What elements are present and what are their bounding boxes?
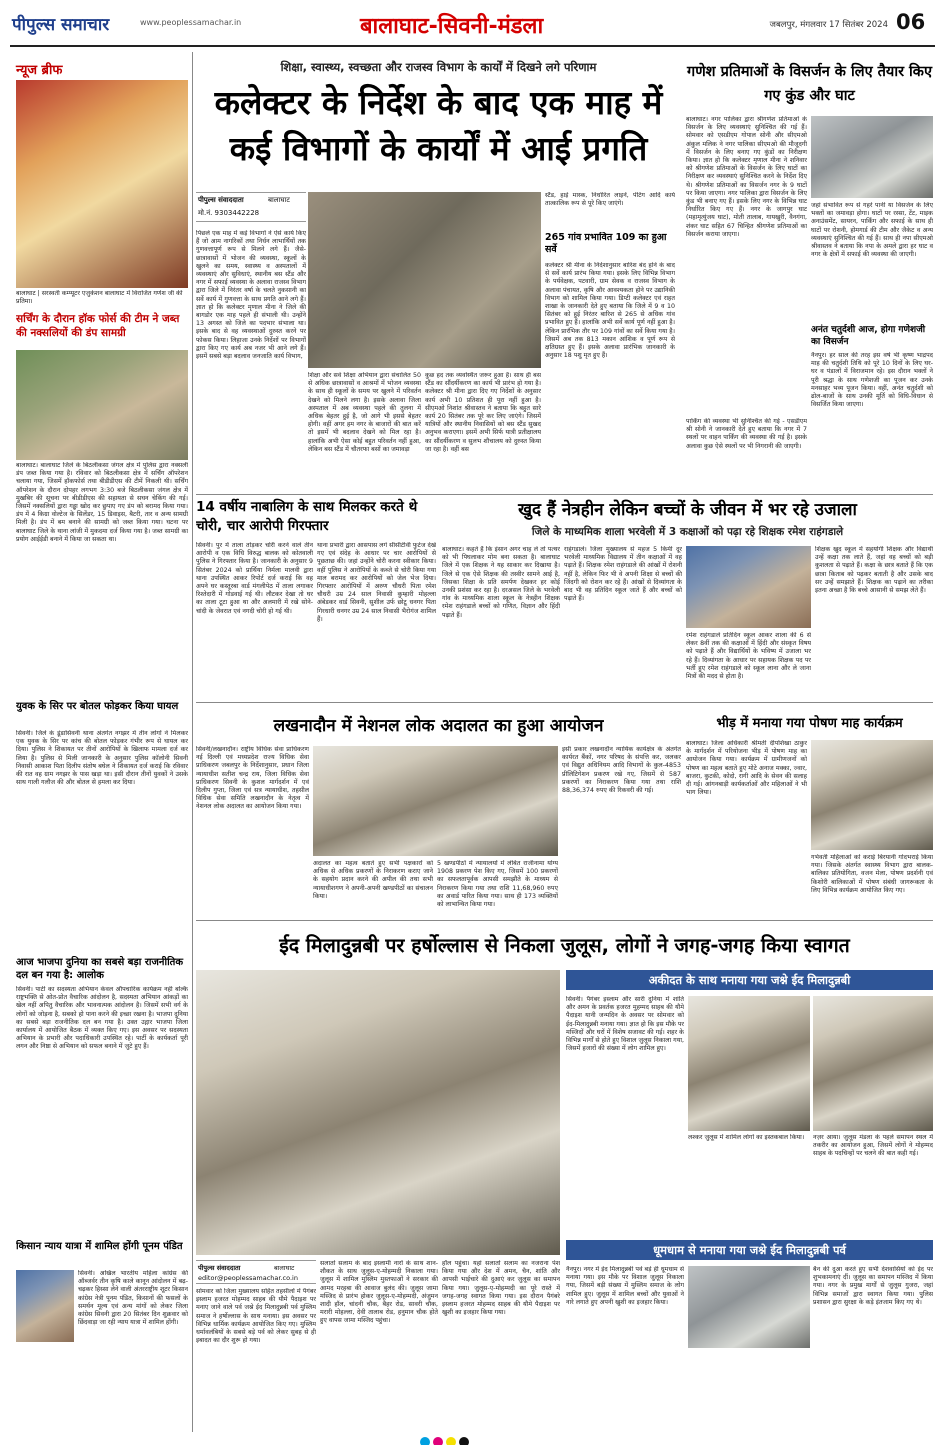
lok-adalat-col-2: अदालत का महत्व बताते हुए सभी पक्षकारों को अधिक से अधिक प्रकरणों के निराकरण कराए जाने के सहयोग प्रदान करने की अपील की तथा सभी न्यायाधीशगण ने अपनी-अपनी खण्डपीठों का संचालन किया। [313,860,433,900]
brief-3-headline: आज भाजपा दुनिया का सबसे बड़ा राजनीतिक दल बन गया है: आलोक [16,957,184,981]
teacher-col-4: शिक्षक खुद स्कूल में सहयोगी शिक्षक और विद्यार्थी उन्हें कक्षा तक लाते हैं, जहां वह बच्चों को बड़ी कुशलता से पढ़ाते हैं। कक्षा के छात्र बताते हैं कि एक छात्रा किताब को पढ़कर बताती है और उसके बाद सर उन्हें समझाते हैं। शिक्षक का पढ़ाने का तरीका इतना अच्छा है कि बच्चे आसानी से समझ लेते हैं। [815,546,933,595]
ganesh-immersion-story [686,52,933,492]
eid-col-5: नैनपुर। नगर में ईद मिलादुन्नबी पर्व बड़े ही धूमधाम से मनाया गया। इस मौके पर विशाल जुलूस निकाला गया, जिसमें बड़ी संख्या में मुस्लिम समाज के लोग शामिल हुए। जुलूस में शामिल बच्चों और युवाओं ने नारे लगाते हुए अपनी खुशी का इजहार किया। [566,1266,684,1306]
eid-col-4: सिवनी। पैगंबर इस्लाम और सारी दुनिया में शांति और अमन के प्रवर्तक हजरत मुहम्मद साहब की यौमे पैदाइश यानी जन्मदिन के अवसर पर सोमवार को ईद-मिलादुन्नबी मनाया गया। ज्ञात हो कि इस मौके पर मस्जिदों और घरों में विशेष सजावट की गई। शहर के विभिन्न मार्गों से होते हुए विशाल जुलूस निकाला गया, जिसमें हजारों की संख्या में लोग शामिल हुए। [566,996,684,1053]
lok-adalat-headline: लखनादौन में नेशनल लोक अदालत का हुआ आयोजन [273,716,604,736]
lok-adalat-col-3: 5 खण्डपीठों में न्यायालयों में लंबित राजीनामा योग्य 1908 प्रकरण पेश किए गए, जिसमें 100 प्रकरणों का सफलतापूर्वक आपसी समझौते के माध्यम से निराकरण किया गया तथा राशि 11,68,960 रुपए का अवार्ड पारित किया गया। साथ ही 173 व्यक्तियों को लाभान्वित किया गया। [437,860,558,909]
eid-byline-email: editor@peoplessamachar.co.in [198,1274,298,1282]
teacher-headline: खुद हैं नेत्रहीन लेकिन बच्चों के जीवन में भर रहे उजाला [518,500,857,520]
masthead-divider [10,45,935,47]
brief-2-body: सिवनी। जिले के डूंडासिवनी थाना अंतर्गत नगझर में तीन लोगों ने मिलकर एक युवक के सिर पर कांच की बोतल फोड़कर गंभीर रूप से घायल कर दिया। पुलिस ने शिकायत पर तीनों आरोपियों के खिलाफ मामला दर्ज कर लिया है। पुलिस से मिली जानकारी के अनुसार पुलिस कॉलोनी सिवनी निवासी आकाश पिता दिलीप संतोष बघेल ने शिकायत दर्ज कराई कि रविवार की रात वह ग्राम नगझर के पास खड़ा था। इसी दौरान तीनों युवकों ने उसके साथ गाली गलौज की और बोतल से हमला कर दिया। [16,730,188,787]
poshan-body-2: गर्भवती महिलाओं को कराई बिरयानी गोदभराई किया गया। जिसके अंतर्गत स्वास्थ्य विभाग द्वारा बालक-बालिका प्रतियोगिता, वजन मेला, पोषण प्रदर्शनी एवं किशोरी बालिकाओं में पोषण संबंधी जागरूकता के लिए विभिन्न कार्यक्रम आयोजित किए गए। [811,854,933,894]
brand-logo: पीपुल्स समाचार [12,15,110,35]
poshan-story [686,706,933,916]
lead-col-4-body: कलेक्टर श्री मीना के निर्देशानुसार बारिश बंद होने के बाद से सर्वे कार्य प्रारंभ किया गया। इसके लिए विभिन्न विभाग के पर्यवेक्षक, पटवारी, ग्राम सेवक व राजस्व विभाग के अलावा पंचायत, कृषि और आवश्यकता होने पर उद्यानिकी विभाग को शामिल किया गया। डिप्टी कलेक्टर एवं राहत शाखा के जानकारी देते हुए बताया कि जिले में 9 व 10 सितंबर को हुई निरंतर बारिश से 265 से अधिक गांव प्रभावित हुए हैं। हालांकि अभी सर्वे कार्य पूर्ण नहीं हुआ है। लेकिन प्रारंभिक तौर पर 109 गांवों का सर्वे किया गया है। जिसमें अब तक 813 मकान आंशिक व पूर्ण रूप से क्षतिग्रस्त हुए हैं। इसके अलावा प्रारंभिक जानकारी के अनुसार 18 पशु मृत हुए हैं। [545,262,675,360]
brief-4-body: सिवनी। अखिल भारतीय महिला कांग्रेस की ऑब्जर्वर तीन कृषि काले कानून आंदोलन में बढ़-चढ़कर हिस्सा लेने वाली अंतरराष्ट्रीय शूटर किसान कांग्रेस नेत्री पूनम पंडित, किसानों की फसलों के समर्थन मूल्य एवं अन्य मांगों को लेकर जिला कांग्रेस सिवनी द्वारा 20 सितंबर दिन शुक्रवार को छिंदवाड़ा जा रही न्याय यात्रा में शामिल होंगी। [78,1270,188,1327]
byline-reporter: पीपुल्स संवाददाता [198,196,244,204]
ganesh-idol-photo [16,80,188,288]
masthead [0,0,945,46]
eid-story [196,924,933,1429]
eid-byline-place: बालाघाट [274,1264,295,1272]
divider-1 [196,494,933,495]
eid-nainpur-photo [688,1266,810,1348]
naxal-dump-photo [16,350,188,460]
dateline: जबलपुर, मंगलवार 17 सितंबर 2024 [769,20,888,30]
lead-headline-line1: कलेक्टर के निर्देश के बाद एक माह में [214,83,663,122]
anant-chaturdashi-headline: अनंत चतुर्दशी आज, होगा गणेशजी का विसर्जन [811,325,926,347]
reg-dot-magenta [433,1437,443,1445]
ganesh-headline: गणेश प्रतिमाओं के विसर्जन के लिए तैयार किए गए कुंड और घाट [687,64,932,104]
eid-seoni-photo-1 [688,996,810,1131]
anant-chaturdashi-body: नैनपुर। हर साल की तरह इस वर्ष भी कृष्ण भाद्रपद माह की चतुर्दशी तिथि को पूरे 10 दिनों के लिए घर-घर व पंडालों में विराजमान रहे। इस दौरान भक्तों ने पूरी श्रद्धा के साथ गणेशजी का पूजन कर उनके मनसाहर भव्य पूजन किया। वहीं, अनंत चतुर्दशी को ढोल-बाजों के साथ उनकी मूर्ति को विधि-विधान से विसर्जित किया जाएगा। [811,352,933,409]
theft-col-1: सिवनी। पुर में ताला तोड़कर चोरी करने वाले तीन आरोपी व एक विधि विरुद्ध बालक को कोतवाली पुलिस ने गिरफ्तार किया है। जानकारी के अनुसार 9 सितंबर 2024 को प्रार्थिया निर्मला मालवी द्वारा थाना उपस्थित आकर रिपोर्ट दर्ज कराई कि वह अपने घर कस्तूरबा वार्ड मंगलीपेठ में ताला लगाकर रिश्तेदारी में गोडवाई गई थी। लौटकर देखा तो घर का ताला टूटा हुआ था और अलमारी में रखे सोने-चांदी के जेवरात एवं नगदी चोरी हो गई थी। [196,542,313,615]
lead-subhead: 265 गांव प्रभावित 109 का हुआ सर्वे [545,232,667,255]
collapsed-house-photo [308,192,541,368]
brief-2-headline: युवक के सिर पर बोतल फोड़कर किया घायल [16,701,179,712]
lok-adalat-story [196,706,681,916]
brief-1-body: बालाघाट। बालाघाट जिले के बिठलीकसा जंगल क्षेत्र में पुलिस द्वारा नक्सली डंप जब्त किया गया है। रविवार को बिठलीकसा क्षेत्र में सर्चिंग ऑपरेशन चलाया गया, जिसमें हॉकफोर्स तथा बीडीडीएस की टीमें निकली थी। सर्चिंग ऑपरेशन के दौरान दोपहर लगभग 3:30 बजे बिठलीकसा जंगल क्षेत्र में मुखबिर की सूचना पर बीडीडीएस की सहायता से सघन चेकिंग की गई। जिसमें नक्सलियों द्वारा गड्ढा खोद कर छुपाए गए डंप को बरामद किया गया। डंप में 4 किग्रा वोल्टेज के सिलेंडर, 15 डिवाइस, बैटरी, तार व अन्य सामग्री मिली है। डंप में बम बनाने की सामग्री को जब्त किया गया। घटना पर बालाघाट जिले के थाना लांजी में मुकदमा दर्ज किया गया है। जब्त सामग्री का प्रयोग आईईडी बनाने में किया जा सकता था। [16,462,188,543]
divider-2 [196,702,933,703]
lead-byline [196,192,306,222]
ganesh-body-1: बालाघाट। नगर पालिका द्वारा श्रीगणेश प्रतिमाओं के विसर्जन के लिए व्यवस्थाएं सुनिश्चित की गई हैं। सोमवार को एसडीएम गोपाल सोनी और सीएमओ अंकुल मलिक ने नगर पालिका सीएमओ की मौजूदगी में विसर्जन के लिए बनाए गए कुंडों का निरीक्षण किया। ज्ञात हो कि कलेक्टर मृणाल मीना ने शनिवार को श्रीगणेश प्रतिमाओं के विसर्जन के लिए घाटों का निरीक्षण कर व्यवस्थाएं सुनिश्चित करने के निर्देश दिए थे। श्रीगणेश प्रतिमाओं का विसर्जन नगर के 9 घाटों पर किया जाएगा। नगर पालिका द्वारा विसर्जन के लिए कुंड भी बनाए गए हैं। इसके लिए नगर के विभिन्न घाट निर्धारित किए गए हैं। नगर के जागपुर घाट (महामृत्युंजय घाट), मोती तालाब, गायखुरी, वैनगंगा, शंकर घाट सहित 67 चिन्हित श्रीगणेश प्रतिमाओं का विसर्जन कराया जाएगा। [686,116,807,238]
eid-col-3: हॉल पहुंचा। यहां सलातो सलाम का नजराना पेश किया गया और देश में अमन, चैन, शांति और आपसी भाईचारे की दुआएं कर जुलूस का समापन किया गया। जुलूस-ए-मोहम्मदी का पूरे रास्ते में जगह-जगह स्वागत किया गया। इस दौरान पैगंबरे इस्लाम हजरत मोहम्मद साहब की यौमे पैदाइश पर खुशी का इजहार किया गया। [442,1260,560,1317]
lok-adalat-photo [313,746,558,856]
brief-3-body: सिवनी। पार्टी का सदस्यता अभियान केवल औपचारिक कार्यक्रम नहीं बल्कि राष्ट्रभक्ति से ओत-प्रोत वैचारिक आंदोलन है, सदस्यता अभियान आंकड़ों का खेल नहीं अपितु वैचारिक और भावनात्मक आंदोलन है। जिसमें सभी वर्ग के लोगों को जोड़ना है, सबको हो पाना करने की इच्छा रखना है। भाजपा दुनिया का सबसे बड़ा राजनीतिक दल बन गया है। उक्त उद्गार भाजपा जिला कार्यालय में आयोजित बैठक में व्यक्त किए गए। इस अवसर पर सदस्यता अभियान के प्रभारी और पदाधिकारी उपस्थित रहे। पार्टी के कार्यकर्ता पूरी लगन और निष्ठा से अभियान को सफल बनाने में जुटे हुए हैं। [16,986,188,1051]
eid-byline [196,1260,316,1284]
lead-col-4: स्टैंड, हाई मास्क, निर्धारित लाइनें, पेंटिंग आदि कार्य तात्कालिक रूप से पूरे किए जाएंगे। [545,192,675,208]
divider-3 [196,920,933,921]
teacher-subhead: जिले के माध्यमिक शाला भरवेली में 3 कक्षाओं को पढ़ा रहे शिक्षक रमेश राहंगडाले [531,526,844,538]
poshan-body: बालाघाट। जिला अधिकारी श्रीमती दीपशिखा ठाकुर के मार्गदर्शन में परियोजना भीड़ में पोषण माह का आयोजन किया गया। कार्यक्रम में ग्रामीणजनों को पोषण का महत्व बताते हुए मोटे अनाज मक्का, ज्वार, बाजरा, कुटकी, कोदो, रागी आदि के सेवन की सलाह दी गई। आंगनबाड़ी कार्यकर्ताओं और महिलाओं ने भी भाग लिया। [686,740,807,797]
ganesh-body-3: जहां संभावित रूप से गहरे पानी या विसर्जन के लिए भक्तों का जमावड़ा होगा। घाटों पर रस्सा, टेंट, माइक अनाउंसमेंट, सायरन, पार्किंग और सफाई के साथ ही घाटों पर रोशनी, होमगार्ड की टीम और जैकेट व अन्य व्यवस्थाएं सुनिश्चित की गई हैं। साथ ही नपा सीएमओ श्रीवास्तव ने बताया कि नपा के अमले द्वारा हर घाट व नगर के क्षेत्रों में सफाई की व्यवस्था की जाएगी। [811,202,933,259]
ganesh-body-2: पार्किंग की व्यवस्था भी सुनिश्चित की गई - एसडीएम श्री सोनी ने जानकारी देते हुए बताया कि नगर में 7 स्थलों पर वाहन पार्किंग की व्यवस्था की गई है। इसके अलावा कुछ ऐसे स्थलों पर भी निगरानी की जाएगी। [686,418,807,450]
lok-adalat-col-1: सिवनी/लखनादौन। राष्ट्रीय विधिक सेवा प्राधिकरण नई दिल्ली एवं मध्यप्रदेश राज्य विधिक सेवा प्राधिकरण जबलपुर के निर्देशानुसार, प्रधान जिला न्यायाधीश सतीश चन्द्र राय, जिला विधिक सेवा प्राधिकरण सिवनी के कुशल मार्गदर्शन में एवं दिलीप गुप्ता, जिला एवं सत्र न्यायाधीश, तहसील विधिक सेवा समिति लखनादौन के नेतृत्व में नेशनल लोक अदालत का आयोजन किया गया। [196,746,309,811]
teacher-col-3: रमेश राहंगडाले प्रतिदिन स्कूल आकर शाला की 6 से लेकर 8वीं तक की कक्षाओं में हिंदी और संस्कृत विषय को पढ़ाते हैं और विद्यार्थियों के भविष्य में उजाला भर रहे हैं। दिव्यांगता के आधार पर सहायक शिक्षक पद पर भर्ती हुए रमेश राहंगडाले को स्कूल लाना और ले जाना मित्रों की मदद से होता है। [686,632,811,681]
eid-col-2: सलातो सलाम के बाद इस्लामी नारों के साथ शान-शौकत के साथ जुलूस-ए-मोहम्मदी निकाला गया। जुलूस में शामिल मुस्लिम मुस्तफाओं ने सरकार की आमद मरहबा की आवाज बुलंद की। जुलूस जामा मस्जिद से प्रारंभ होकर जुलूस-ए-मोहम्मदी, अंजुमन शादी हॉल, चांदनी चौक, बैहर रोड, सावरी चौक, मरारी मोहल्ला, देवी तालाब रोड, हनुमान चौक होते हुए वापस जामा मस्जिद पहुंचा। [320,1260,438,1325]
lead-col-2: शिक्षा और सर्व शिक्षा अभियान द्वारा संचालित 50 से अधिक छात्रावासों व आश्रमों में भोजन व्यवस्था के साथ ही स्कूलों के समय पर खुलने में परिवर्तन देखने को मिलने लगा है। इसके अलावा जिला अस्पताल में अब व्यवस्था पहले की तुलना में अधिक बेहतर हुई है, जो आगे भी इससे बेहतर होगी। वहीं अगर हम नगर के बाजारों की बात करें तो इसमें भी बदलाव देखने को मिल रहा है। हालांकि अभी ऐसा कोई बहुत परिवर्तन नहीं हुआ, लेकिन बस स्टैंड में चौतरफा बसों का जमावड़ा [308,372,421,453]
ganesh-photo-caption: बालाघाट | सरस्वती कम्प्यूटर एजुकेशन बालाघाट में विराजित गणेश जी की प्रतिमा। [16,290,183,305]
theft-headline: 14 वर्षीय नाबालिग के साथ मिलकर करते थे चोरी, चार आरोपी गिरफ्तार [196,499,418,534]
lead-col-1: पिछले एक माह में कई विभागों ने ऐसे कार्य किए हैं जो आम नागरिकों तथा निर्धन लाभार्थियों तक गुणवत्तापूर्ण रूप से मिलने लगे हैं। जैसे- छात्रावासों में भोजन की व्यवस्था, स्कूलों के खुलने का समय, स्वास्थ्य व अस्पतालों में व्यवस्थाएं और सुविधाएं, स्थानीय बस स्टैंड और नगर में सफाई व्यवस्था के अलावा राजस्व विभाग द्वारा जिले में निरंतर वर्षा के चलते नुकसानी का सर्वे कार्य में गुणवत्ता के साथ प्रगति आने लगे हैं। ज्ञात हो कि कलेक्टर मृणाल मीना ने जिले की बागडोर एक माह पहले ही संभाली थी। उन्होंने 13 अगस्त को जिले का पदभार संभाला था। इसके बाद से वह व्यवस्थाओं दुरुस्त करने पर फोकस किया। लिहाजा उनके निर्देशों पर विभागों द्वारा किए गए कार्य अब नजर भी आने लगे हैं। इसमें सबसे बड़ा बदलाव जनजाति कार्य विभाग, [196,230,306,361]
edition-title: बालाघाट-सिवनी-मंडला [360,14,544,39]
lead-col-3: कुछ हद तक व्यवस्थित जरूर हुआ है। साथ ही बस स्टैंड का सौंदर्यीकरण का कार्य भी प्रारंभ हो गया है। कलेक्टर श्री मीना द्वारा दिए गए निर्देशों के अनुसार कार्य अभी 10 प्रतिशत ही पूरा नहीं हुआ है। सीएमओ निशांत श्रीवास्तव ने बताया कि बहुत सारे कार्य 20 सितंबर तक पूरे कर लिए जाएंगे। जिसमें यात्रियों और स्थानीय निवासियों को बस स्टैंड सुखद अनुभव कराएगा। इसमें अभी सिर्फ यात्री प्रतीक्षालय का सौंदर्यीकरण व सुलभ शौचालय को दुरुस्त किया जा रहा है। वहीं बस [425,372,541,453]
eid-photo-caption-1: लश्कर जुलूस में शामिल लोगों का इस्तकबाल किया। [688,1134,805,1141]
news-brief-sidebar [12,52,190,1432]
blind-teacher-story [442,498,933,698]
lead-kicker: शिक्षा, स्वास्थ्य, स्वच्छता और राजस्व विभाग के कार्यों में दिखने लगे परिणाम [280,60,597,74]
eid-headline: ईद मिलादुन्नबी पर हर्षोल्लास से निकला जुलूस, लोगों ने जगह-जगह किया स्वागत [279,934,850,957]
reg-dot-cyan [420,1437,430,1445]
eid-photo-caption-2: नज़र आया। जुलूस मंडला के पहले समापन स्थल में तकरीर का आयोजन हुआ, जिसमें लोगों ने मोहम्मद साहब के पदचिन्हों पर चलने की बात कही गई। [813,1134,933,1157]
eid-col-6: बैन की दुआ करते हुए सभी देशवासियों को ईद पर शुभकामनाएं दीं। जुलूस का समापन मस्जिद में किया गया। नगर के प्रमुख मार्गों से जुलूस गुजरा, जहां विभिन्न समाजों द्वारा स्वागत किया गया। पुलिस प्रशासन द्वारा सुरक्षा के कड़े इंतजाम किए गए थे। [813,1266,933,1306]
reg-dot-yellow [446,1437,456,1445]
page-number: 06 [896,10,926,34]
byline-mobile: मो.नं. 9303442228 [198,209,260,217]
immersion-kund-photo [811,116,933,198]
poonam-pandit-photo [16,1270,74,1342]
lead-story [196,52,681,492]
theft-story [196,498,436,698]
poshan-headline: भीड़ में मनाया गया पोषण माह कार्यक्रम [716,716,903,731]
sidebar-divider [192,52,193,1432]
eid-procession-photo [196,970,560,1255]
eid-band-1: अकीदत के साथ मनाया गया जश्ने ईद मिलादुन्नबी [566,970,933,990]
eid-byline-reporter: पीपुल्स संवाददाता [198,1264,241,1272]
brief-1-headline: सर्चिंग के दौरान हॉक फोर्स की टीम ने जब्त की नक्सलियों की डंप सामग्री [16,313,180,339]
eid-col-1: सोमवार को जिला मुख्यालय सहित तहसीलों में पैगंबर इस्लाम हजरत मोहम्मद साहब की यौमे पैदाइश पर मनाए जाने वाले पर्व जश्ने ईद मिलादुन्नबी पर्व मुस्लिम समाज ने हर्षोल्लास के साथ मनाया। इस अवसर पर विभिन्न धार्मिक कार्यक्रम आयोजित किए गए। मुस्लिम धर्मावलंबियों के सबसे बड़े पर्व को लेकर सुबह से ही इबादत का दौर शुरू हो गया। [196,1288,316,1345]
eid-band-2: धूमधाम से मनाया गया जश्ने ईद मिलादुन्नबी पर्व [566,1240,933,1260]
lead-headline-line2: कई विभागों के कार्यों में आई प्रगति [229,129,648,168]
lok-adalat-col-4: इसी प्रकार लखनादौन न्यायिक कार्यक्षेत्र के अंतर्गत कार्यरत बैंकों, नगर परिषद के संपत्ति कर, जलकर एवं विद्युत अधिनियम आदि विभागों के कुल-4853 प्रीलिटिगेशन प्रकरण रखे गए, जिसमें से 587 प्रकरणों का निराकरण किया गया तथा राशि 88,36,374 रुपए की रिकवरी की गई। [562,746,681,795]
print-registration-marks [420,1432,472,1445]
teacher-classroom-photo [686,546,811,628]
eid-seoni-photo-2 [813,996,933,1131]
teacher-col-2: राहंगडाले। जिला मुख्यालय से महज 5 किमी दूर भरवेली माध्यमिक विद्यालय में तीन कक्षाओं में वह पढ़ाते हैं। शिक्षक रमेश राहंगडाले की आंखों में रोशनी नहीं है, लेकिन फिर भी वे अपनी शिक्षा से बच्चों की जिंदगी को रोशन कर रहे हैं। आंखों से दिव्यांगता के बाद भी वह प्रतिदिन स्कूल जाते हैं और बच्चों को पढ़ाते हैं। [564,546,682,603]
website-url: www.peoplessamachar.in [140,18,242,27]
poshan-photo [811,740,933,850]
reg-dot-black [459,1437,469,1445]
news-brief-label: न्यूज ब्रीफ [16,63,63,78]
theft-col-2: थाना प्रभारी द्वारा आसपास लगे सीसीटीवी फुटेज देखे गए एवं संदेह के आधार पर चार आरोपियों से पूछताछ की। जहां उन्होंने चोरी करना स्वीकार किया। वहीं पुलिस ने आरोपियों के कब्जे से चोरी किया गया माल बरामद कर आरोपियों को जेल भेज दिया। गिरफ्तार आरोपियों में अरुण चौधरी पिता रमेश चौधरी उम्र 24 साल निवासी कुम्हारी मोहल्ला अंबेडकर वार्ड सिवनी, सुशील उर्फ छोटू धनगर पिता गिरधारी धनगर उम्र 24 साल निवासी भैरोगंज शामिल हैं। [317,542,436,623]
byline-place: बालाघाट [268,196,290,204]
teacher-col-1: बालाघाट। कहते हैं कि इंसान अगर चाह ले तो पत्थर को भी पिघलाकर मोम बना सकता है। बालाघाट जिले में एक शिक्षक ने यह साकार कर दिखाया है। जिले से एक ऐसे शिक्षक की तस्वीर सामने आई है, जिसका शिक्षा के प्रति समर्पण देखकर हर कोई उनकी प्रशंसा कर रहा है। दरअसल जिले के भरवेली गांव के माध्यमिक शाला स्कूल के नेत्रहीन शिक्षक रमेश राहंगडाले बच्चों को गणित, विज्ञान और हिंदी पढ़ाते हैं। [442,546,560,619]
brief-4-headline: किसान न्याय यात्रा में शामिल होंगी पूनम पंडित [16,1241,183,1252]
